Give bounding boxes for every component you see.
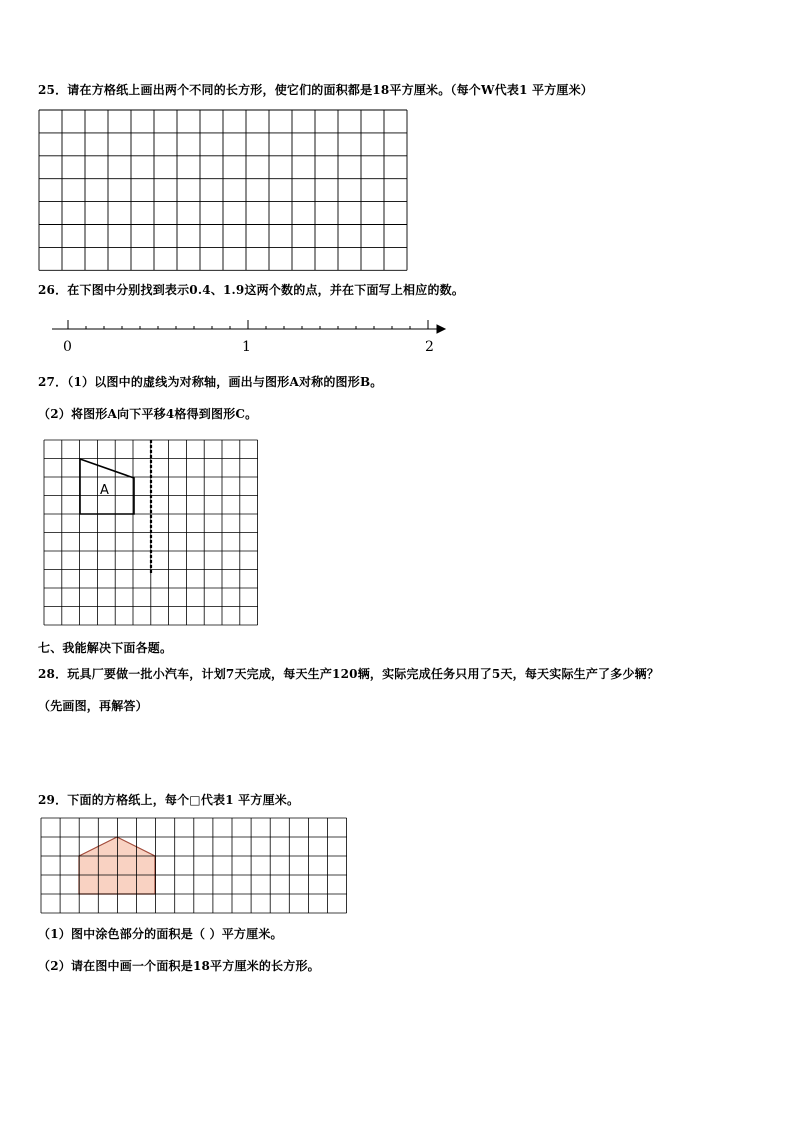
shape-a [80, 459, 134, 514]
shape-a-label: A [100, 483, 109, 498]
question-29-sub1: （1）图中涂色部分的面积是（ ）平方厘米。 [38, 927, 283, 941]
number-line-label-0: 0 [63, 339, 72, 355]
question-29-sub2: （2）请在图中画一个面积是18平方厘米的长方形。 [38, 959, 320, 973]
question-28-line1: 28．玩具厂要做一批小汽车，计划7天完成，每天生产120辆，实际完成任务只用了5天，每天实际生产了多少辆？ [38, 667, 660, 681]
question-28-line2: （先画图，再解答） [38, 699, 148, 713]
question-29-text: 29．下面的方格纸上，每个□代表1 平方厘米。 [38, 793, 300, 807]
question-26-text: 26．在下图中分别找到表示0.4、1.9这两个数的点，并在下面写上相应的数。 [38, 283, 465, 297]
number-line-label-1: 1 [242, 339, 251, 355]
section-7-title: 七、我能解决下面各题。 [38, 641, 173, 655]
question-25-text: 25．请在方格纸上画出两个不同的长方形，使它们的面积都是18平方厘米。（每个W代表1 平方厘米） [38, 83, 594, 97]
question-27-line2: （2）将图形A向下平移4格得到图形C。 [38, 407, 258, 421]
shaded-pentagon [79, 837, 155, 894]
question-27-line1: 27．（1）以图中的虚线为对称轴，画出与图形A对称的图形B。 [38, 375, 383, 389]
number-line-label-2: 2 [425, 339, 434, 355]
number-line-arrow [437, 325, 445, 333]
